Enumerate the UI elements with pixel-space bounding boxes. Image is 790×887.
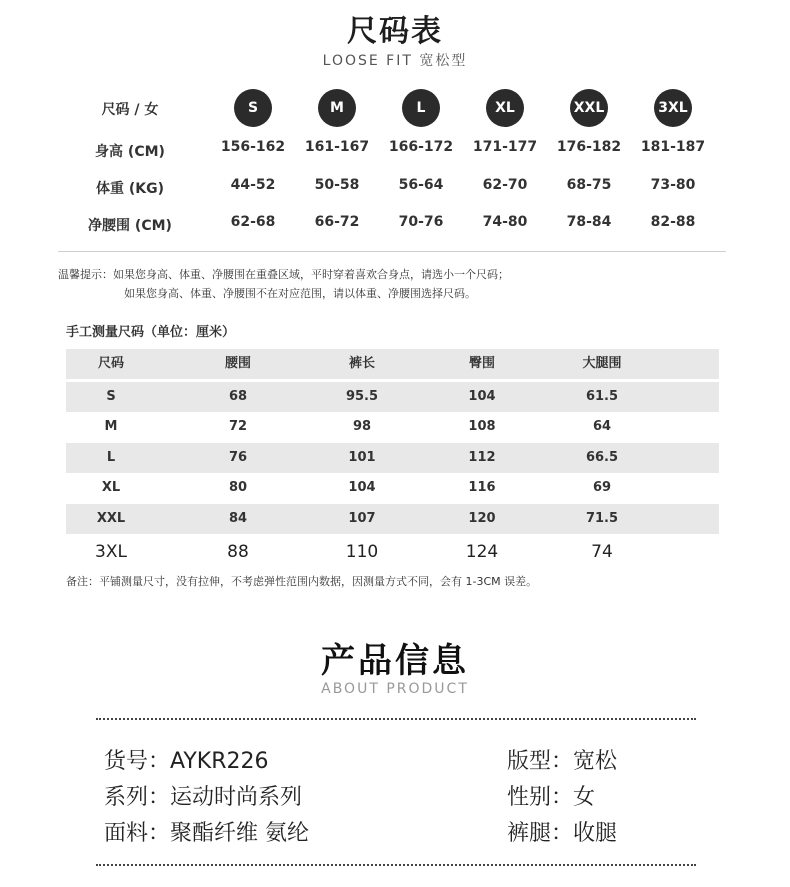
height-cell: 161-167 xyxy=(304,139,370,155)
size-badge-m: M xyxy=(318,89,356,127)
gender-info: 性别：女 xyxy=(507,785,596,810)
table-cell: 76 xyxy=(228,450,248,465)
table-cell: 104 xyxy=(348,480,376,495)
size-badge-l: L xyxy=(402,89,440,127)
series-info: 系列：运动时尚系列 xyxy=(104,785,303,810)
table-cell: 64 xyxy=(592,419,612,434)
dotted-divider-top xyxy=(96,718,696,720)
table-cell: 66.5 xyxy=(585,450,619,465)
waist-label: 净腰围 (CM) xyxy=(88,218,172,234)
table-cell: 98 xyxy=(352,419,372,434)
table-cell: 84 xyxy=(228,511,248,526)
table-row xyxy=(66,382,719,412)
table-row xyxy=(66,504,719,534)
table-cell: 3XL xyxy=(95,542,127,562)
table-header: 腰围 xyxy=(224,356,251,371)
weight-cell: 50-58 xyxy=(314,177,360,193)
weight-cell: 56-64 xyxy=(398,177,444,193)
size-badge-s: S xyxy=(234,89,272,127)
table-row xyxy=(66,412,719,442)
product-subtitle: ABOUT PRODUCT xyxy=(321,681,469,697)
waist-cell: 70-76 xyxy=(398,214,444,230)
table-cell: 95.5 xyxy=(345,389,379,404)
table-cell: 112 xyxy=(468,450,496,465)
height-cell: 181-187 xyxy=(640,139,706,155)
table-cell: 124 xyxy=(465,542,499,562)
item-number: 货号：AYKR226 xyxy=(104,749,269,774)
table-cell: 68 xyxy=(228,389,248,404)
size-badge-3xl: 3XL xyxy=(654,89,692,127)
height-cell: 176-182 xyxy=(556,139,622,155)
weight-cell: 73-80 xyxy=(650,177,696,193)
tip-line-2: 如果您身高、体重、净腰围不在对应范围，请以体重、净腰围选择尺码。 xyxy=(124,287,476,300)
table-row xyxy=(66,473,719,503)
waist-cell: 78-84 xyxy=(566,214,612,230)
table-cell: 116 xyxy=(468,480,496,495)
tip-line-1: 温馨提示：如果您身高、体重、净腰围在重叠区域，平时穿着喜欢合身点，请选小一个尺码； xyxy=(58,268,509,281)
height-cell: 166-172 xyxy=(388,139,454,155)
table-header-row xyxy=(66,349,719,379)
size-badge-xxl: XXL xyxy=(570,89,608,127)
table-cell: 72 xyxy=(228,419,248,434)
page-title: 尺码表 xyxy=(347,14,443,49)
fabric-info: 面料：聚酯纤维 氨纶 xyxy=(104,821,309,846)
product-title: 产品信息 xyxy=(321,641,469,681)
measure-table-title: 手工测量尺码（单位：厘米） xyxy=(66,325,236,340)
weight-cell: 62-70 xyxy=(482,177,528,193)
table-cell: M xyxy=(104,419,118,434)
height-label: 身高 (CM) xyxy=(95,144,165,160)
weight-cell: 68-75 xyxy=(566,177,612,193)
waist-cell: 66-72 xyxy=(314,214,360,230)
table-cell: 110 xyxy=(345,542,379,562)
page-subtitle: LOOSE FIT 宽松型 xyxy=(322,53,468,69)
table-cell: 120 xyxy=(468,511,496,526)
table-cell: S xyxy=(106,389,116,404)
leg-info: 裤腿：收腿 xyxy=(507,821,618,846)
table-cell: 108 xyxy=(468,419,496,434)
section-divider xyxy=(58,251,726,252)
fit-info: 版型：宽松 xyxy=(507,749,618,774)
weight-label: 体重 (KG) xyxy=(95,181,164,197)
table-row xyxy=(66,443,719,473)
dotted-divider-bottom xyxy=(96,864,696,866)
weight-cell: 44-52 xyxy=(230,177,276,193)
table-cell: 80 xyxy=(228,480,248,495)
waist-cell: 62-68 xyxy=(230,214,276,230)
table-header: 裤长 xyxy=(348,356,375,371)
size-badge-xl: XL xyxy=(486,89,524,127)
table-cell: 107 xyxy=(348,511,376,526)
size-label: 尺码 / 女 xyxy=(101,102,159,118)
table-cell: XXL xyxy=(96,511,126,526)
table-cell: 74 xyxy=(591,542,613,562)
table-cell: 88 xyxy=(227,542,249,562)
table-cell: 101 xyxy=(348,450,376,465)
height-cell: 156-162 xyxy=(220,139,286,155)
waist-cell: 74-80 xyxy=(482,214,528,230)
table-cell: XL xyxy=(101,480,121,495)
table-cell: 104 xyxy=(468,389,496,404)
table-header: 尺码 xyxy=(97,356,124,371)
footnote: 备注：平铺测量尺寸，没有拉伸，不考虑弹性范围内数据，因测量方式不同，会有 1-3CM 误差。 xyxy=(66,575,538,588)
waist-cell: 82-88 xyxy=(650,214,696,230)
table-header: 大腿围 xyxy=(582,356,622,371)
table-cell: 61.5 xyxy=(585,389,619,404)
table-cell: 71.5 xyxy=(585,511,619,526)
table-cell: 69 xyxy=(592,480,612,495)
table-cell: L xyxy=(106,450,116,465)
table-row xyxy=(66,536,719,566)
table-header: 臀围 xyxy=(468,356,495,371)
height-cell: 171-177 xyxy=(472,139,538,155)
